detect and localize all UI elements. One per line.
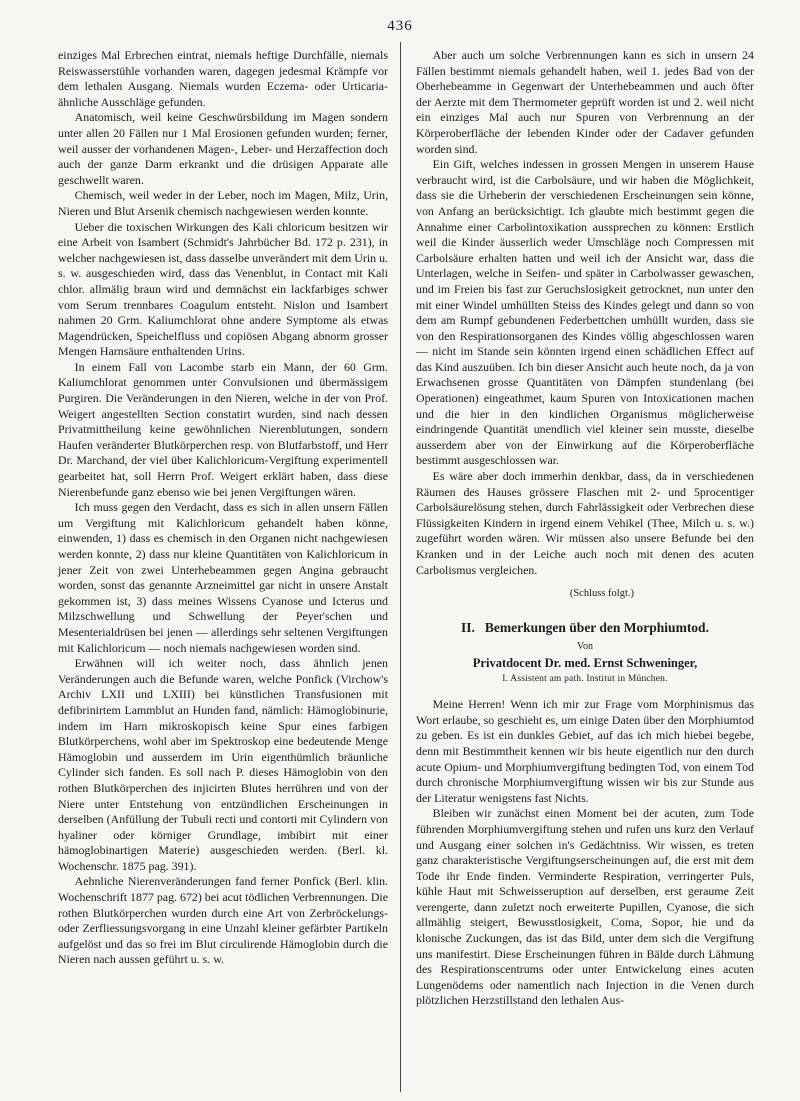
column-divider xyxy=(400,42,401,1092)
paragraph: Aehnliche Nierenveränderungen fand ferner Ponfick (Berl. klin. Wochenschrift 1877 pag. 672) bei acut tödlichen Verbrennungen. Die rothen Blutkörperchen wurden durch eine Art von Zerbröckelungs- oder Zerfliessungsvorgang in eine Unzahl kleiner gefärbter Partikeln aufgelöst und das so frei im Blut circulirende Hämoglobin durch die Nieren nach aussen geführt u. s. w. xyxy=(58,874,388,967)
section-heading xyxy=(416,620,754,636)
paragraph: Bleiben wir zunächst einen Moment bei der acuten, zum Tode führenden Morphiumvergiftung stehen und rufen uns kurz den Verlauf und Ausgang einer solchen in's Gedächtniss. Wir wissen, es treten ganz charakteristische Vergiftungserscheinungen auf, die erst mit dem Tode ihr Ende finden. Verminderte Respiration, verringerter Puls, kühle Haut mit Schweisseruption auf derselben, erst geraume Zeit verengerte, dann zuletzt noch erweiterte Pupillen, Cyanose, die sich allmählig steigert, Bewusstlosigkeit, Coma, Sopor, hie und da klonische Zuckungen, das ist das Bild, unter dem sich die Vergiftung uns manifestirt. Diese Erscheinungen führen in Bälde durch Lähmung des Respirationscentrums oder unter Entwickelung eines acuten Lungenödems oder namentlich nach Injection in die Venen durch plötzlichen Herzstillstand den lethalen Aus- xyxy=(416,806,754,1008)
right-column xyxy=(416,48,754,1009)
continued-note: (Schluss folgt.) xyxy=(569,588,634,600)
paragraph: In einem Fall von Lacombe starb ein Mann, der 60 Grm. Kaliumchlorat genommen unter Convulsionen und übermässigem Purgiren. Die Veränderungen in den Nieren, welche in der von Prof. Weigert angestellten Section constatirt wurden, sind nach dessen Privatmittheilung keine gewöhnlichen Nierenblutungen, sondern Haufen veränderter Blutkörperchen resp. von Blutfarbstoff, und Herr Dr. Marchand, der viel über Kalichloricum-Vergiftung experimentell gearbeitet hat, soll Herrn Prof. Weigert erklärt haben, dass diese Nierenbefunde ganz ebenso wie bei jenen Vergiftungen wären. xyxy=(58,359,388,499)
paragraph: Ich muss gegen den Verdacht, dass es sich in allen unsern Fällen um Vergiftung mit Kalichloricum gehandelt haben könne, einwenden, 1) dass es chemisch in den Organen nicht nachgewiesen werden konnte, 2) dass nur kleine Quantitäten von Kalichloricum in jener Zeit von zwei Unterhebeammen gegen Angina gebraucht worden, sonst das genannte Arzneimittel gar nicht in unsere Anstalt gekommen ist, 3) dass meines Wissens Cyanose und Icterus und Milzschwellung und Schwellung der Peyer'schen und Mesenterialdrüsen bei jenen — allerdings sehr seltenen Vergiftungen mit Kalichloricum — noch niemals nachgewiesen worden sind. xyxy=(58,500,388,655)
byline-author: Privatdocent Dr. med. Ernst Schweninger, xyxy=(472,655,698,670)
paragraph: Aber auch um solche Verbrennungen kann es sich in unsern 24 Fällen bestimmt niemals gehandelt haben, weil 1. jedes Bad von der Oberhebeamme in Gegenwart der Unterhebeammen und auch öfter der Aerzte mit dem Thermometer geprüft worden ist und 2. weil nicht ein einziges Mal auch nur Spuren von Verbrennung an der Körperoberfläche der lebenden Kinder oder der Cadaver gefunden worden sind. xyxy=(416,48,754,156)
section-title: Bemerkungen über den Morphiumtod. xyxy=(484,619,709,635)
paragraph: Chemisch, weil weder in der Leber, noch im Magen, Milz, Urin, Nieren und Blut Arsenik chemisch nachgewiesen werden konnte. xyxy=(58,188,388,218)
left-column xyxy=(58,48,388,968)
paragraph: Meine Herren! Wenn ich mir zur Frage vom Morphinismus das Wort erlaube, so geschieht es, um einige Daten über den Morphiumtod zu geben. Es ist ein dunkles Gebiet, auf das ich mich hiebei begebe, denn mit Bestimmtheit kennen wir bis heute eigentlich nur den durch acute Opium- und Morphiumvergiftung bedingten Tod, von einem Tod durch chronische Morphiumvergiftung wissen wir bis zur Stunde aus der Literatur wenigstens fast Nichts. xyxy=(416,697,754,805)
paragraph: einziges Mal Erbrechen eintrat, niemals heftige Durchfälle, niemals Reiswasserstühle vorhanden waren, dagegen jedesmal Krämpfe vor dem lethalen Ausgang. Niemals wurden Eczema- oder Urticaria-ähnliche Ausschläge gefunden. xyxy=(58,48,388,109)
page-number: 436 xyxy=(387,18,413,34)
section-number: II. xyxy=(461,619,475,635)
paragraph: Es wäre aber doch immerhin denkbar, dass, da in verschiedenen Räumen des Hauses grössere Flaschen mit 2- und 5procentiger Carbolsäurelösung stehen, durch Fahrlässigkeit oder Verbrechen diese Flüssigkeiten Kindern in irgend einem Vehikel (Thee, Milch u. s. w.) zugeführt worden wären. Wir müssen also unsere Befunde bei den Kranken und in der Leiche auch noch mit denen des acuten Carbolismus vergleichen. xyxy=(416,469,754,577)
paragraph: Erwähnen will ich weiter noch, dass ähnlich jenen Veränderungen auch die Befunde waren, welche Ponfick (Virchow's Archiv LXII und LXIII) bei künstlichen Transfusionen mit defibrinirtem Lammblut an Hunden fand, nämlich: Hämoglobinurie, indem im Harn mikroskopisch keine Spur eines farbigen Blutkörperchens, wohl aber im Spektroskop eine bedeutende Menge Hämoglobin und ausserdem im Urin eigenthümlich bräunliche Cylinder sich fanden. Es soll nach P. dieses Hämoglobin von den rothen Blutkörperchen des injicirten Blutes herrühren und von der Niere unter Entstehung von entzündlichen Erscheinungen in derselben (Anfüllung der Tubuli recti und contorti mit Cylindern von hyaliner oder körniger Grundlage, imbibirt mit einer hämoglobinartigen Materie) ausgeschieden werden. (Berl. kl. Wochenschr. 1875 pag. 391). xyxy=(58,656,388,873)
paragraph: Anatomisch, weil keine Geschwürsbildung im Magen sondern unter allen 20 Fällen nur 1 Mal Erosionen gefunden wurden; ferner, weil ausser der vorhandenen Magen-, Leber- und Herzaffection doch auch der ganze Darm erkrankt und die drüsigen Apparate alle geschwellt waren. xyxy=(58,110,388,187)
byline-von: Von xyxy=(577,641,593,653)
paragraph: Ein Gift, welches indessen in grossen Mengen in unserem Hause verbraucht wird, ist die Carbolsäure, und wir haben die Möglichkeit, dass sie die Urheberin der verschiedenen Erscheinungen sein könne, von Anfang an berücksichtigt. Ich glaubte mich bestimmt gegen die Annahme einer Carbolintoxikation aussprechen zu können: Erstlich weil die Kinder äusserlich weder Umschläge noch Compressen mit Carbolsäure erhalten hatten und weil ich der Ansicht war, dass die Unterlagen, welche in Seifen- und später in Carbolwasser gewaschen, und im Freien bis fast zur Geruchslosigkeit getrocknet, nun unter den mit einer Windel umhüllten Steiss des Kindes gelegt und dann so von dem am Rumpf gebundenen Federbettchen umhüllt wurden, dass sie von den Respirationsorganen des Kindes völlig abgeschlossen waren — nicht im Stande sein könnten irgend einen schädlichen Effect auf das Kind auszuüben. Ich bin dieser Ansicht auch heute noch, da ja von Erwachsenen grosse Quantitäten von Dämpfen stundenlang (bei Operationen) eingeathmet, kaum Spuren von Intoxicationen machen und die hier in den kindlichen Organismus möglicherweise eindringende Quantität unendlich viel kleiner sein musste, dieselbe ausserdem aber von der Einwirkung auf die Körperoberfläche bestimmt ausgeschlossen war. xyxy=(416,157,754,468)
byline-affiliation: I. Assistent am path. Institut in München. xyxy=(502,673,668,684)
paragraph: Ueber die toxischen Wirkungen des Kali chloricum besitzen wir eine Arbeit von Isambert (Schmidt's Jahrbücher Bd. 172 p. 231), in welcher nachgewiesen ist, dass dasselbe unverändert mit dem Urin u. s. w. ausgeschieden wird, dass das Venenblut, in Contact mit Kali chlor. allmälig braun wird und demnächst ein lackfarbiges schwer vom Serum trennbares Coagulum entsteht. Nislon und Isambert nahmen 20 Grm. Kaliumchlorat ohne andere Symptome als etwas Magendrücken, Speichelfluss und copiösen Abgang abnorm grosser Mengen Harnsäure enthaltenden Urins. xyxy=(58,219,388,359)
